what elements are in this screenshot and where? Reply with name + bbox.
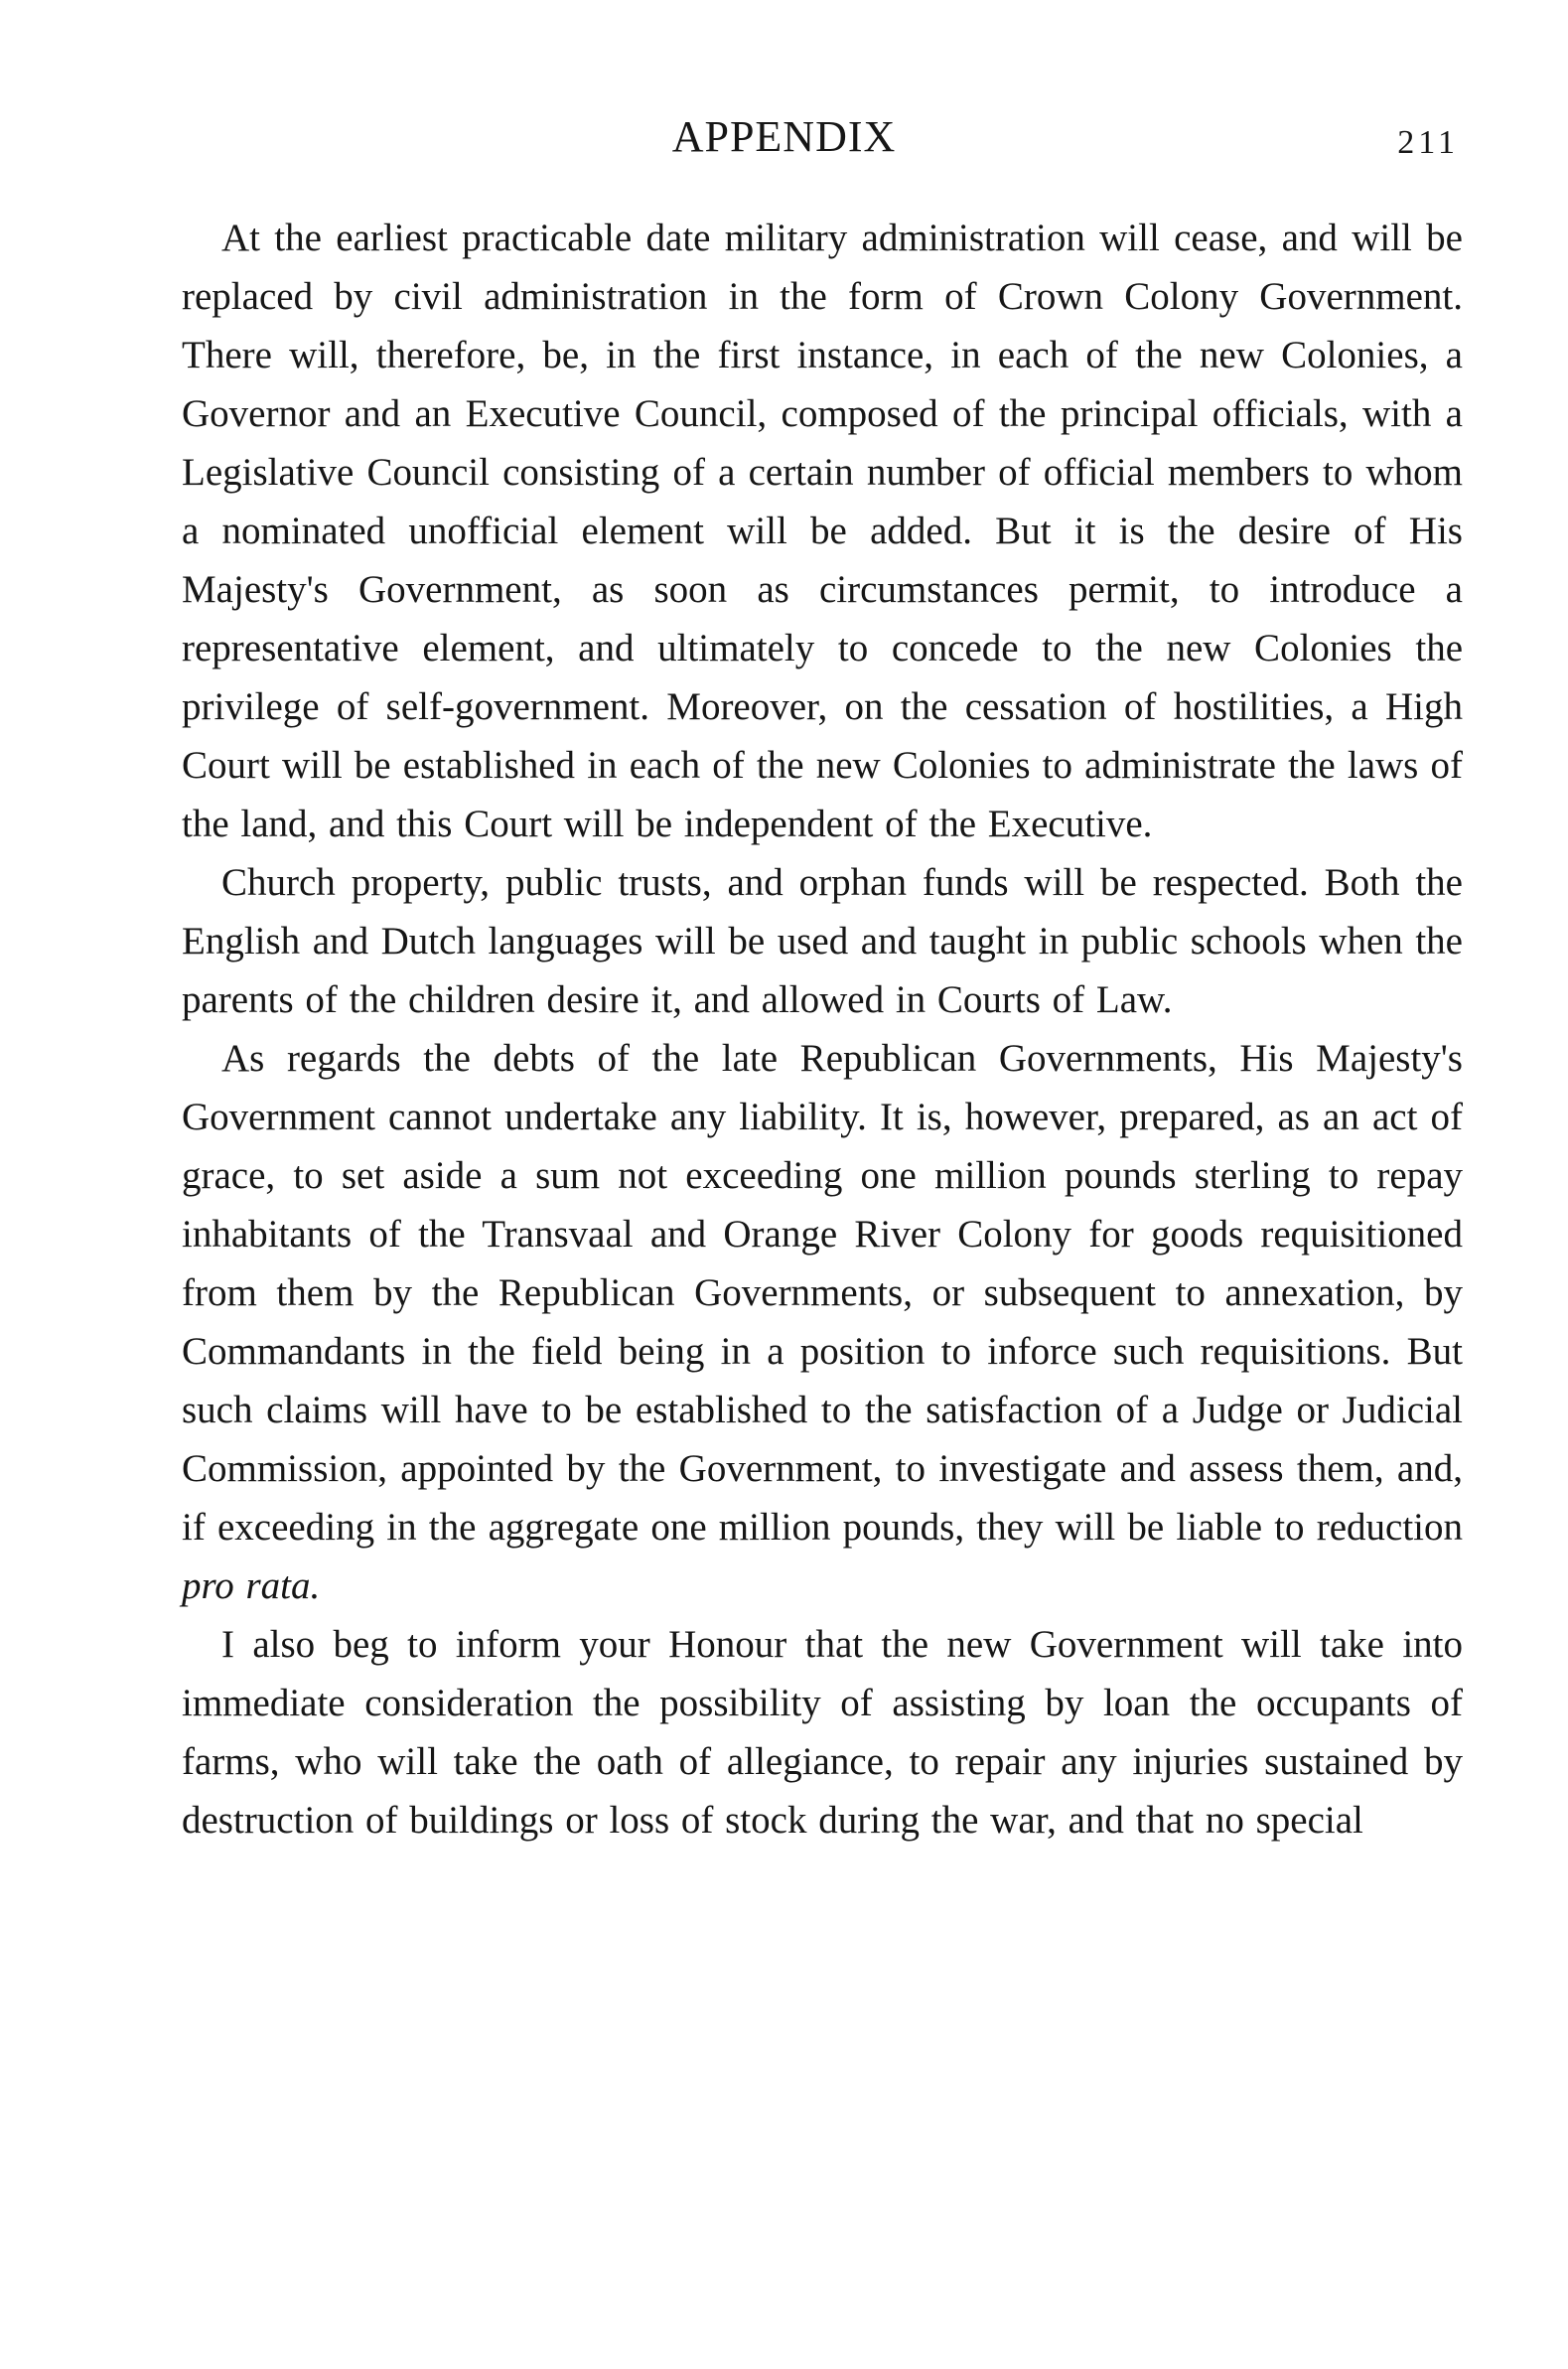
running-head xyxy=(0,107,1568,167)
italic-pro-rata: pro rata. xyxy=(182,1564,321,1607)
paragraph-loans: I also beg to inform your Honour that the new Government will take into immediate consideration the possibility of assisting by loan the occupants of farms, who will take the oath of allegiance, to repair any injuries sustained by destruction of buildings or loss of stock during the war, and that no special xyxy=(182,1623,1463,1842)
paragraph-administration: At the earliest practicable date military administration will cease, and will be replaced by civil administration in the form of Crown Colony Government. There will, therefore, be, in the first instance, in each of the new Colonies, a Governor and an Executive Council, composed of the principal officials, with a Legislative Council consisting of a certain number of official members to whom a nominated unofficial element will be added. But it is the desire of His Majesty's Government, as soon as circumstances permit, to introduce a representative element, and ultimately to concede to the new Colonies the privilege of self-government. Moreover, on the cessation of hostilities, a High Court will be established in each of the new Colonies to administrate the laws of the land, and this Court will be independent of the Executive. xyxy=(182,217,1463,845)
page-number: 211 xyxy=(1397,124,1459,161)
paragraph-debts xyxy=(182,1029,1463,1615)
paragraph-debts-text: As regards the debts of the late Republican Governments, His Majesty's Government cannot undertake any liability. It is, however, prepared, as an act of grace, to set aside a sum not exceeding one million pounds sterling to repay inhabitants of the Transvaal and Orange River Colony for goods requisitioned from them by the Republican Governments, or subsequent to annexation, by Commandants in the field being in a position to inforce such requisitions. But such claims will have to be established to the satisfaction of a Judge or Judicial Commission, appointed by the Government, to investigate and assess them, and, if exceeding in the aggregate one million pounds, they will be liable to reduction xyxy=(182,1037,1463,1549)
paragraph-church-property: Church property, public trusts, and orphan funds will be respected. Both the English and Dutch languages will be used and taught in public schools when the parents of the children desire it, and allowed in Courts of Law. xyxy=(182,861,1463,1021)
text-body xyxy=(182,209,1463,1850)
running-title: APPENDIX xyxy=(671,112,897,161)
